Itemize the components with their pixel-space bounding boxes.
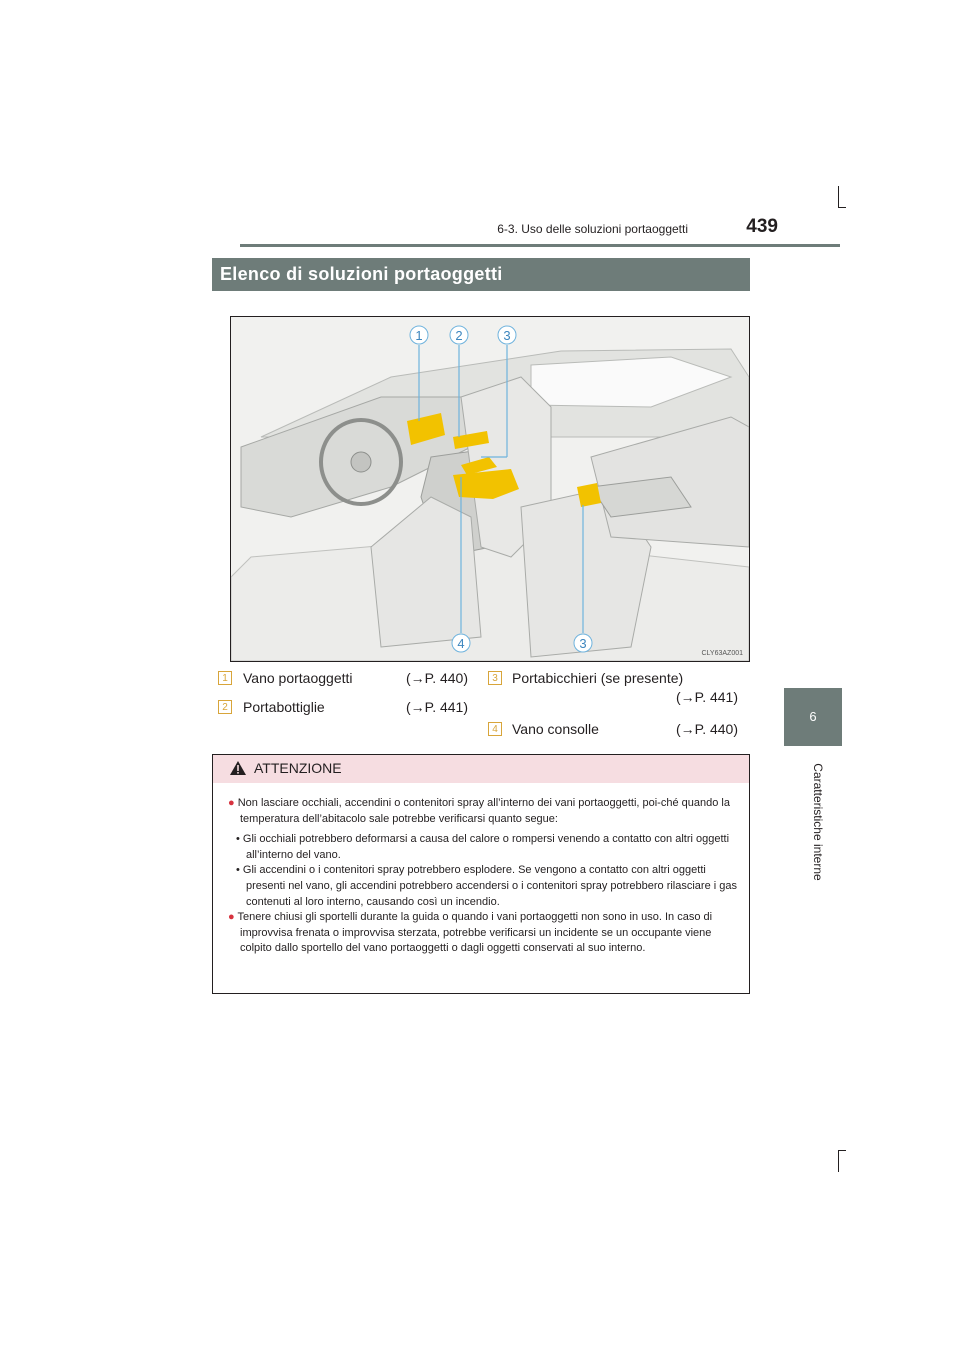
page-number: 439 bbox=[746, 216, 778, 237]
crop-mark-bottom bbox=[838, 1150, 846, 1172]
bullet-icon: ● bbox=[228, 911, 235, 924]
legend-label-1: Vano portaoggetti bbox=[243, 670, 353, 686]
bullet-icon: ● bbox=[228, 797, 235, 809]
caution-subitem-2: • Gli accendini o i contenitori spray potrebbero esplodere. Se vengono a contatto con altri oggetti presenti nel vano, gli accendini potrebbero accendersi o i contenitori spray potrebbero rilasciare i gas contenuti al loro interno, causando così un incendio. bbox=[236, 864, 737, 908]
callout-bottom-3 bbox=[574, 634, 592, 652]
legend-ref-2[interactable]: (→P. 441) bbox=[406, 699, 468, 715]
interior-drawing bbox=[231, 317, 749, 661]
svg-text:4: 4 bbox=[457, 636, 465, 651]
legend-number-2: 2 bbox=[218, 700, 232, 714]
rear-cupholder-highlight bbox=[577, 483, 601, 507]
legend-label-3: Portabicchieri (se presente) bbox=[512, 670, 684, 686]
chapter-tab[interactable]: 6 bbox=[784, 688, 842, 746]
caution-item-1: ● Non lasciare occhiali, accendini o contenitori spray all’interno dei vani portaoggetti, poi-ché quando la temperatura dell’abitacolo sale potrebbe verificarsi quanto segue: bbox=[228, 797, 730, 825]
legend-number-1: 1 bbox=[218, 671, 232, 685]
warning-triangle-icon bbox=[229, 760, 247, 776]
caution-item-2: ● Tenere chiusi gli sportelli durante la guida o quando i vani portaoggetti non sono in uso. In caso di improvvisa frenata o improvvisa sterzata, potrebbe verificarsi un incidente se un occupante viene colpito dallo sportello del vano portaoggetti o dagli oggetti conservati al suo interno. bbox=[228, 911, 713, 955]
callout-top-3 bbox=[498, 326, 516, 344]
legend-ref-1[interactable]: (→P. 440) bbox=[406, 670, 468, 686]
caution-title: ATTENZIONE bbox=[254, 760, 342, 776]
caution-body bbox=[228, 796, 744, 957]
legend-number-4: 4 bbox=[488, 722, 502, 736]
section-reference: 6-3. Uso delle soluzioni portaoggetti bbox=[497, 222, 688, 236]
subbullet-icon: • bbox=[236, 864, 240, 877]
legend-number-3: 3 bbox=[488, 671, 502, 685]
caution-subitem-1: • Gli occhiali potrebbero deformarsi a causa del calore o rompersi venendo a contatto con altri oggetti all’interno del vano. bbox=[236, 833, 730, 861]
section-title: Elenco di soluzioni portaoggetti bbox=[212, 258, 750, 291]
legend-ref-4[interactable]: (→P. 440) bbox=[676, 721, 738, 737]
callout-top-2 bbox=[450, 326, 468, 344]
subbullet-icon: • bbox=[236, 833, 240, 846]
callout-bottom-4 bbox=[452, 634, 470, 652]
crop-mark-top bbox=[838, 186, 846, 208]
svg-text:3: 3 bbox=[579, 636, 587, 651]
svg-text:2: 2 bbox=[455, 328, 463, 343]
chapter-title: Caratteristiche interne bbox=[811, 763, 825, 881]
callout-top-1 bbox=[410, 326, 428, 344]
legend-ref-3[interactable]: (→P. 441) bbox=[676, 689, 738, 705]
svg-text:3: 3 bbox=[503, 328, 511, 343]
legend-label-4: Vano consolle bbox=[512, 721, 599, 737]
car-interior-illustration bbox=[230, 316, 750, 662]
legend-label-2: Portabottiglie bbox=[243, 699, 325, 715]
svg-text:1: 1 bbox=[415, 328, 423, 343]
figure-code: CLY63AZ001 bbox=[701, 650, 743, 657]
header-rule bbox=[240, 244, 840, 247]
